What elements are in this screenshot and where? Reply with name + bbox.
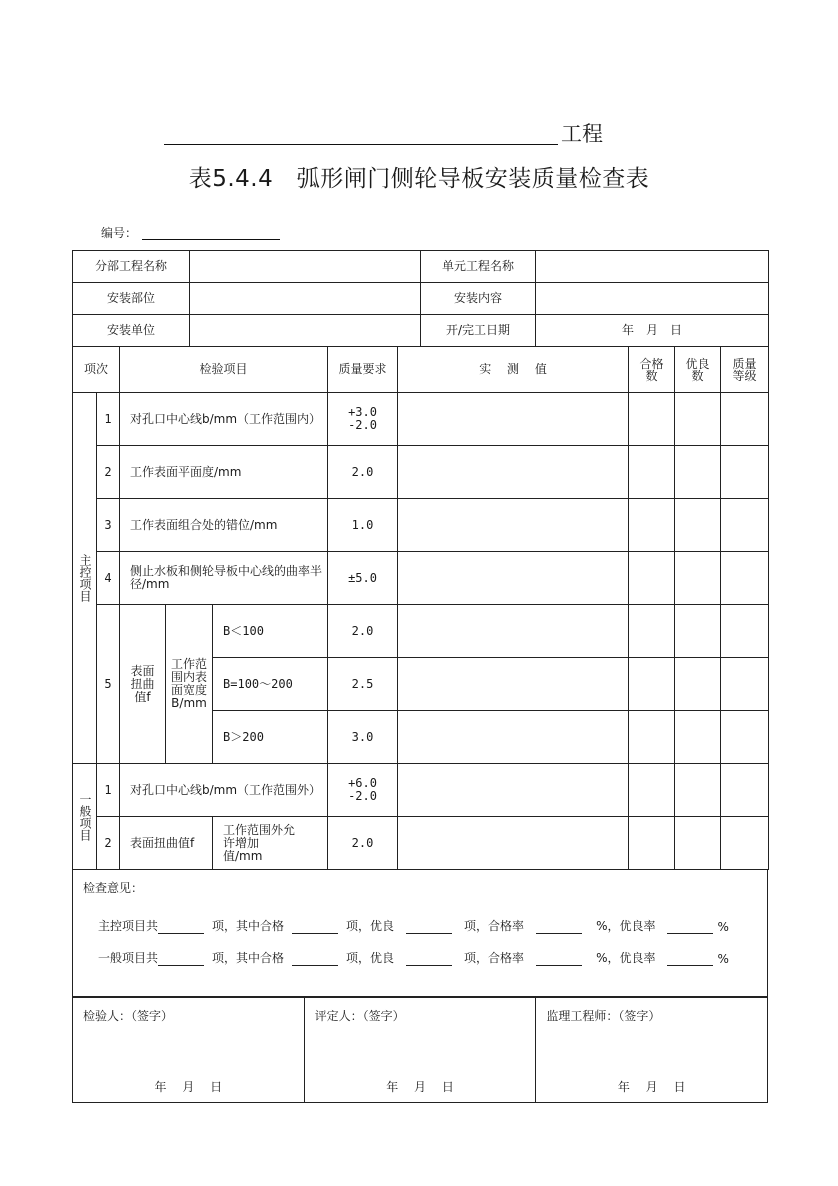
- grade-cell[interactable]: [721, 605, 769, 658]
- item5-label-text: 表面扭曲值f: [130, 663, 155, 704]
- assessor-signature[interactable]: [305, 998, 537, 1102]
- row-no: 4: [97, 552, 120, 605]
- table-row: [73, 764, 769, 817]
- excellent-cell[interactable]: [675, 711, 721, 764]
- row-sub-text: 工作范围外允许增加值/mm: [223, 822, 296, 863]
- col-quality-req: 质量要求: [328, 347, 398, 393]
- row-no: 1: [97, 393, 120, 446]
- text-items-rate: 项，合格率: [464, 919, 525, 933]
- project-name-blank[interactable]: [164, 144, 558, 145]
- general-exc-rate-field[interactable]: [667, 953, 713, 966]
- main-exc-rate-field[interactable]: [667, 921, 713, 934]
- row-item: 工作表面平面度/mm: [120, 446, 328, 499]
- pass-cell[interactable]: [629, 499, 675, 552]
- opinion-general-row: [98, 949, 729, 966]
- opinion-main-row: [98, 917, 729, 934]
- row-req: ±5.0: [328, 552, 398, 605]
- row-req: 2.0: [328, 446, 398, 499]
- item5-sub-text: 工作范围内表面宽度B/mm: [170, 657, 207, 710]
- text-items-pass: 项，其中合格: [212, 919, 285, 933]
- signature-section: [72, 997, 768, 1103]
- excellent-cell[interactable]: [675, 499, 721, 552]
- text-items-exc: 项，优良: [346, 919, 395, 933]
- grade-cell[interactable]: [721, 764, 769, 817]
- row-no: 2: [97, 446, 120, 499]
- supervisor-signature[interactable]: [536, 998, 767, 1102]
- range-cond: B=100～200: [213, 658, 328, 711]
- general-prefix: 一般项目共: [98, 951, 159, 965]
- text-pct: %: [717, 952, 729, 966]
- row-req: 2.0: [328, 605, 398, 658]
- grade-cell[interactable]: [721, 658, 769, 711]
- code-label: 编号：: [101, 226, 138, 240]
- pass-cell[interactable]: [629, 764, 675, 817]
- main-pass-rate-field[interactable]: [536, 921, 582, 934]
- measured-cell[interactable]: [398, 658, 629, 711]
- grade-cell[interactable]: [721, 446, 769, 499]
- grade-cell[interactable]: [721, 499, 769, 552]
- row-no: 3: [97, 499, 120, 552]
- main-pass-field[interactable]: [292, 921, 338, 934]
- opinion-title: 检查意见：: [83, 881, 144, 895]
- inspector-signature[interactable]: [73, 998, 305, 1102]
- text-pct-exc: %，优良率: [596, 951, 656, 965]
- row-no: 1: [97, 764, 120, 817]
- row-req: 3.0: [328, 711, 398, 764]
- col-measured: 实 测 值: [398, 347, 629, 393]
- main-prefix: 主控项目共: [98, 919, 159, 933]
- main-total-field[interactable]: [158, 921, 204, 934]
- row-req: 2.5: [328, 658, 398, 711]
- row-req: +3.0 -2.0: [328, 393, 398, 446]
- row-req: 2.0: [328, 817, 398, 870]
- pass-cell[interactable]: [629, 658, 675, 711]
- pass-cell[interactable]: [629, 605, 675, 658]
- general-pass-rate-field[interactable]: [536, 953, 582, 966]
- grade-cell[interactable]: [721, 711, 769, 764]
- measured-cell[interactable]: [398, 764, 629, 817]
- col-item-no: 项次: [73, 347, 120, 393]
- row-item: 侧止水板和侧轮导板中心线的曲率半径/mm: [120, 552, 328, 605]
- location-value[interactable]: [190, 283, 421, 315]
- content-value[interactable]: [536, 283, 769, 315]
- supervisor-label: 监理工程师：（签字）: [546, 1009, 661, 1023]
- measured-cell[interactable]: [398, 393, 629, 446]
- installer-value[interactable]: [190, 315, 421, 347]
- excellent-cell[interactable]: [675, 446, 721, 499]
- excellent-cell[interactable]: [675, 552, 721, 605]
- general-category-text: 一般项目: [78, 792, 92, 841]
- text-pct-exc: %，优良率: [596, 919, 656, 933]
- pass-cell[interactable]: [629, 711, 675, 764]
- measured-cell[interactable]: [398, 552, 629, 605]
- excellent-cell[interactable]: [675, 658, 721, 711]
- pass-cell[interactable]: [629, 552, 675, 605]
- grade-cell[interactable]: [721, 817, 769, 870]
- table-row: [73, 499, 769, 552]
- col-excellent-count-text: 优良数: [685, 356, 710, 383]
- inspection-table: [72, 250, 769, 870]
- col-quality-grade-text: 质量等级: [732, 356, 757, 383]
- range-cond: B＞200: [213, 711, 328, 764]
- excellent-cell[interactable]: [675, 605, 721, 658]
- location-label: 安装部位: [73, 283, 190, 315]
- measured-cell[interactable]: [398, 817, 629, 870]
- row-item: 工作表面组合处的错位/mm: [120, 499, 328, 552]
- text-items-rate: 项，合格率: [464, 951, 525, 965]
- date-label: 开/完工日期: [421, 315, 536, 347]
- row-req: 1.0: [328, 499, 398, 552]
- content-label: 安装内容: [421, 283, 536, 315]
- general-total-field[interactable]: [158, 953, 204, 966]
- text-pct: %: [717, 920, 729, 934]
- row-item: 对孔口中心线b/mm（工作范围内）: [120, 393, 328, 446]
- division-label: 分部工程名称: [73, 251, 190, 283]
- date-value[interactable]: 年 月 日: [536, 315, 769, 347]
- item5-label: [120, 605, 166, 764]
- installer-label: 安装单位: [73, 315, 190, 347]
- pass-cell[interactable]: [629, 817, 675, 870]
- grade-cell[interactable]: [721, 393, 769, 446]
- info-row-installer: [73, 315, 769, 347]
- supervisor-date: 年 月 日: [617, 1080, 686, 1094]
- column-header-row: [73, 347, 769, 393]
- item5-sub: [166, 605, 213, 764]
- measured-cell[interactable]: [398, 711, 629, 764]
- unit-label: 单元工程名称: [421, 251, 536, 283]
- table-row: [73, 605, 769, 658]
- excellent-cell[interactable]: [675, 393, 721, 446]
- col-quality-grade: [721, 347, 769, 393]
- inspector-date: 年 月 日: [154, 1080, 223, 1094]
- row-no: 2: [97, 817, 120, 870]
- general-pass-field[interactable]: [292, 953, 338, 966]
- range-cond: B＜100: [213, 605, 328, 658]
- measured-cell[interactable]: [398, 446, 629, 499]
- general-exc-field[interactable]: [406, 953, 452, 966]
- measured-cell[interactable]: [398, 499, 629, 552]
- table-row: [73, 393, 769, 446]
- table-row: [73, 552, 769, 605]
- project-suffix: 工程: [561, 122, 603, 146]
- row-item: 对孔口中心线b/mm（工作范围外）: [120, 764, 328, 817]
- assessor-label: 评定人：（签字）: [314, 1009, 405, 1023]
- row-item: 表面扭曲值f: [120, 817, 213, 870]
- table-row: [73, 817, 769, 870]
- col-pass-count-text: 合格数: [639, 356, 664, 383]
- code-field[interactable]: [142, 239, 280, 240]
- grade-cell[interactable]: [721, 552, 769, 605]
- inspection-opinion: [72, 869, 768, 997]
- pass-cell[interactable]: [629, 393, 675, 446]
- text-items-exc: 项，优良: [346, 951, 395, 965]
- text-items-pass: 项，其中合格: [212, 951, 285, 965]
- info-row-division: [73, 251, 769, 283]
- excellent-cell[interactable]: [675, 817, 721, 870]
- main-exc-field[interactable]: [406, 921, 452, 934]
- col-inspection-item: 检验项目: [120, 347, 328, 393]
- assessor-date: 年 月 日: [386, 1080, 454, 1094]
- page-title: 表5.4.4 弧形闸门侧轮导板安装质量检查表: [188, 166, 650, 192]
- pass-cell[interactable]: [629, 446, 675, 499]
- col-pass-count: [629, 347, 675, 393]
- info-row-location: [73, 283, 769, 315]
- division-value[interactable]: [190, 251, 421, 283]
- table-row: [73, 446, 769, 499]
- col-excellent-count: [675, 347, 721, 393]
- general-category: [73, 764, 97, 870]
- unit-value[interactable]: [536, 251, 769, 283]
- row-sub: [213, 817, 328, 870]
- row-req: +6.0 -2.0: [328, 764, 398, 817]
- excellent-cell[interactable]: [675, 764, 721, 817]
- row-no: 5: [97, 605, 120, 764]
- main-category-text: 主控项目: [78, 554, 92, 602]
- measured-cell[interactable]: [398, 605, 629, 658]
- main-category: [73, 393, 97, 764]
- inspector-label: 检验人：（签字）: [83, 1009, 174, 1023]
